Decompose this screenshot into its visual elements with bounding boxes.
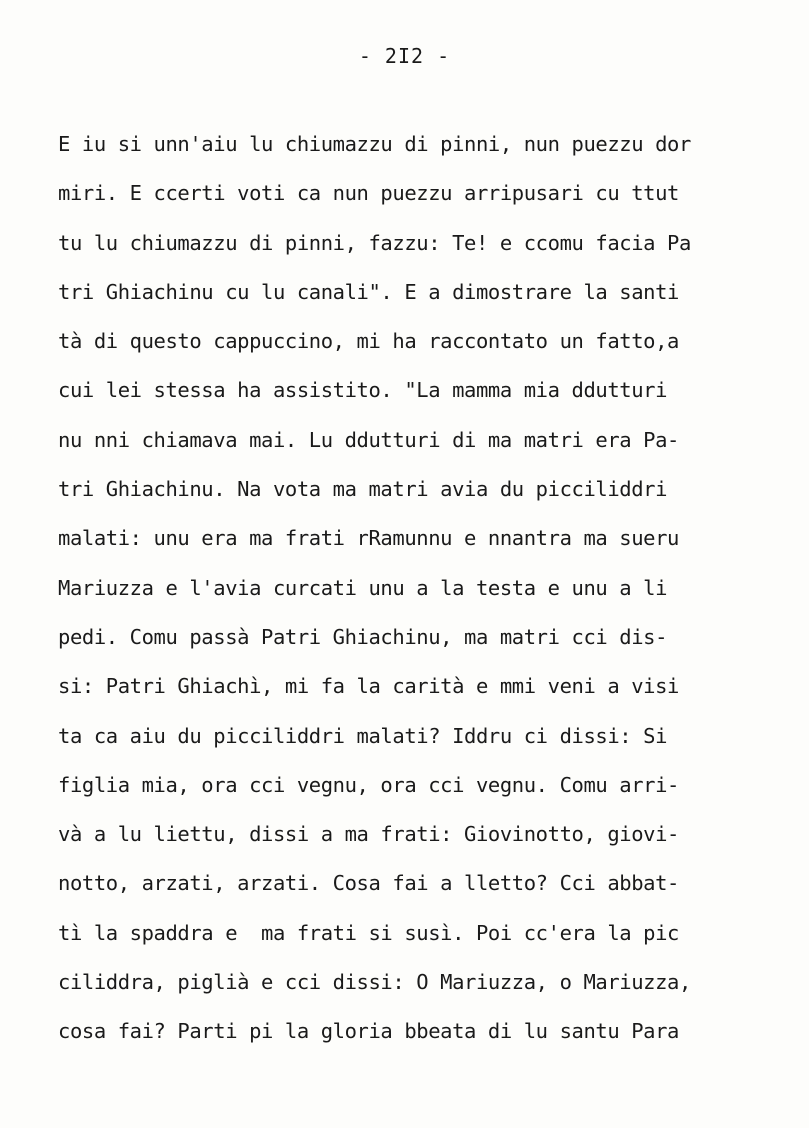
text-line: ta ca aiu du picciliddri malati? Iddru ci dissi: Si	[58, 723, 668, 748]
text-line: si: Patri Ghiachì, mi fa la carità e mmi veni a visi	[58, 674, 679, 699]
text-line: nu nni chiamava mai. Lu ddutturi di ma matri era Pa-	[58, 427, 679, 452]
page-number: - 2I2 -	[358, 44, 451, 68]
text-line: notto, arzati, arzati. Cosa fai a lletto? Cci abbat-	[58, 871, 679, 896]
text-line: tì la spaddra e ma frati si susì. Poi cc'era la pic	[58, 920, 679, 945]
text-line: ciliddra, piglià e cci dissi: O Mariuzza, o Mariuzza,	[58, 970, 691, 995]
text-line: pedi. Comu passà Patri Ghiachinu, ma matri cci dis-	[58, 624, 668, 649]
text-line: cui lei stessa ha assistito. "La mamma mia ddutturi	[58, 378, 668, 403]
text-line: malati: unu era ma frati rRamunnu e nnantra ma sueru	[58, 526, 679, 551]
text-line: E iu si unn'aiu lu chiumazzu di pinni, nun puezzu dor	[58, 132, 691, 156]
body-text	[58, 126, 738, 1063]
text-line: và a lu liettu, dissi a ma frati: Giovinotto, giovi-	[58, 822, 679, 847]
text-line: miri. E ccerti voti ca nun puezzu arripusari cu ttut	[58, 181, 679, 206]
text-line: tà di questo cappuccino, mi ha raccontato un fatto,a	[58, 329, 679, 354]
text-line: figlia mia, ora cci vegnu, ora cci vegnu. Comu arri-	[58, 772, 679, 797]
text-line: cosa fai? Parti pi la gloria bbeata di lu santu Para	[58, 1019, 679, 1044]
text-line: Mariuzza e l'avia curcati unu a la testa e unu a li	[58, 575, 668, 600]
text-line: tri Ghiachinu cu lu canali". E a dimostrare la santi	[58, 279, 679, 304]
text-line: tu lu chiumazzu di pinni, fazzu: Te! e ccomu facia Pa	[58, 230, 691, 255]
text-line: tri Ghiachinu. Na vota ma matri avia du picciliddri	[58, 477, 668, 502]
